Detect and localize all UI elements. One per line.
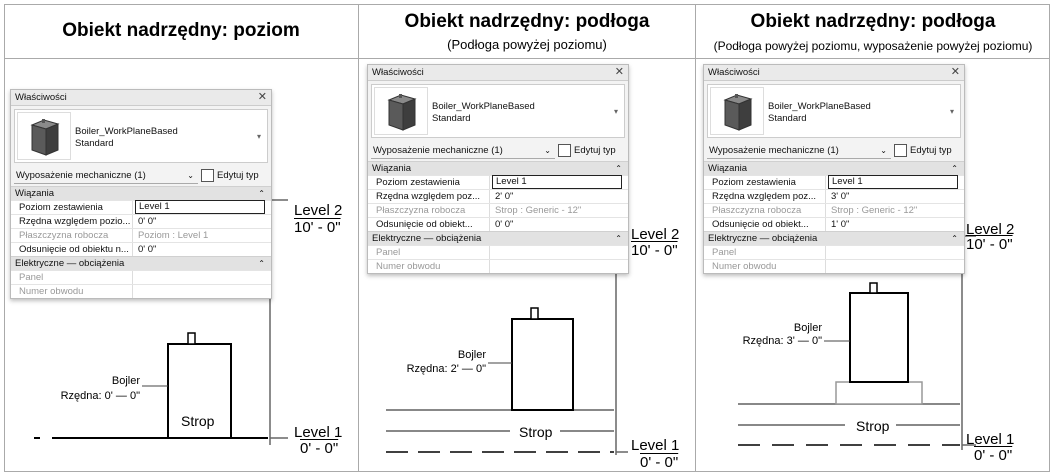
boiler-thumbnail [374,87,428,135]
type-value: Standard [432,113,471,124]
boiler-3d-icon [375,88,427,134]
type-selector[interactable] [707,84,961,138]
group-label: Elektryczne — obciążenia [708,233,818,244]
property-row[interactable] [368,203,628,217]
column-divider [489,204,490,217]
group-label: Wiązania [372,163,412,174]
family-name: Boiler_WorkPlaneBased [75,126,178,137]
property-key: Płaszczyzna robocza [376,205,466,216]
boiler-nozzle [870,283,877,293]
group-constraints[interactable] [368,161,628,175]
boiler-thumbnail [17,112,71,160]
property-key: Płaszczyzna robocza [19,230,109,241]
column-divider [132,215,133,228]
category-dropdown-value: Wyposażenie mechaniczne (1) [373,145,503,156]
property-key: Panel [376,247,401,258]
property-key: Numer obwodu [19,286,84,297]
property-row[interactable] [704,217,964,231]
type-name [432,101,535,125]
edit-type-button[interactable] [558,143,616,159]
boiler-label: Bojler [793,322,822,334]
properties-title-bar [368,65,628,81]
property-row[interactable] [368,217,628,231]
edit-type-button[interactable] [894,143,952,159]
level1-name: Level 1 [966,431,1015,448]
column-title: Obiekt nadrzędny: poziom [62,20,300,41]
property-value[interactable]: Level 1 [492,175,622,189]
collapse-icon[interactable]: ⌃ [615,234,622,243]
category-dropdown[interactable] [707,144,891,159]
constraints-rows [368,175,628,231]
property-row[interactable] [368,259,628,273]
level2-elevation: 10' - 0" [966,236,1013,253]
property-row[interactable] [11,214,271,228]
type-value: Standard [768,113,807,124]
column-divider [825,260,826,273]
family-name: Boiler_WorkPlaneBased [432,101,535,112]
properties-title: Właściwości [15,92,67,103]
properties-title: Właściwości [708,67,760,78]
property-key: Panel [712,247,737,258]
level1-name: Level 1 [294,424,343,441]
property-value[interactable]: 3' 0" [831,191,850,202]
column-divider [132,201,133,214]
properties-title: Właściwości [372,67,424,78]
property-value[interactable]: Strop : Generic - 12" [495,205,582,216]
boiler-elevation-label: Rzędna: 0' — 0" [60,390,140,402]
boiler-elevation-label: Rzędna: 3' — 0" [742,335,822,347]
column-divider [489,246,490,259]
property-value[interactable]: 0' 0" [138,216,157,227]
property-value[interactable]: Level 1 [135,200,265,214]
column-divider [132,271,133,284]
equipment-base [836,382,922,404]
column-divider [132,285,133,298]
properties-panel[interactable] [703,64,965,274]
properties-panel[interactable] [367,64,629,274]
boiler-3d-icon [18,113,70,159]
column-divider [825,246,826,259]
collapse-icon[interactable]: ⌃ [951,164,958,173]
type-selector[interactable] [14,109,268,163]
group-constraints[interactable] [704,161,964,175]
group-label: Wiązania [708,163,748,174]
type-name [75,126,178,150]
type-name [768,101,871,125]
property-value[interactable]: 0' 0" [495,219,514,230]
column-divider [132,229,133,242]
strop-label: Strop [181,413,215,429]
chevron-down-icon: ⌄ [187,171,194,180]
property-key: Rzędna względem pozio... [19,216,131,227]
group-label: Elektryczne — obciążenia [372,233,482,244]
property-row[interactable] [704,175,964,189]
property-row[interactable] [11,284,271,298]
property-key: Poziom zestawienia [19,202,103,213]
electrical-rows [704,245,964,273]
electrical-rows [368,245,628,273]
type-value: Standard [75,138,114,149]
properties-panel[interactable] [10,89,272,299]
boiler-nozzle [188,333,195,344]
boiler-nozzle [531,308,538,319]
edit-type-icon [894,144,907,157]
property-value[interactable]: 1' 0" [831,219,850,230]
level2-elevation: 10' - 0" [631,242,678,259]
column-subtitle: (Podłoga powyżej poziomu) [447,37,607,52]
level2-name: Level 2 [631,226,680,243]
edit-type-button[interactable] [201,168,259,184]
property-row[interactable] [704,203,964,217]
property-row[interactable] [704,189,964,203]
level2-name: Level 2 [966,221,1015,238]
column-divider [825,176,826,189]
chevron-down-icon: ⌄ [880,146,887,155]
strop-label: Strop [519,424,553,440]
boiler-label: Bojler [457,349,486,361]
property-key: Panel [19,272,44,283]
group-electrical[interactable] [704,231,964,245]
property-key: Odsunięcie od obiektu n... [19,244,129,255]
column-divider [825,218,826,231]
properties-title-bar [11,90,271,106]
property-key: Płaszczyzna robocza [712,205,802,216]
family-name: Boiler_WorkPlaneBased [768,101,871,112]
boiler-thumbnail [710,87,764,135]
property-key: Rzędna względem poz... [712,191,817,202]
column-title: Obiekt nadrzędny: podłoga [404,11,650,32]
boiler-shape [850,293,908,382]
edit-type-label: Edytuj typ [217,170,259,181]
instance-filter-row [707,141,961,161]
level2-elevation: 10' - 0" [294,219,341,236]
property-value[interactable]: 0' 0" [138,244,157,255]
category-dropdown[interactable] [14,169,198,184]
chevron-down-icon: ⌄ [544,146,551,155]
property-row[interactable] [11,200,271,214]
edit-type-icon [558,144,571,157]
level1-elevation: 0' - 0" [300,440,339,457]
type-selector[interactable] [371,84,625,138]
strop-label: Strop [856,418,890,434]
close-icon[interactable]: ✕ [257,91,267,103]
column-divider [825,204,826,217]
property-key: Odsunięcie od obiekt... [376,219,473,230]
column-divider [825,190,826,203]
boiler-label: Bojler [111,375,140,387]
property-key: Numer obwodu [376,261,441,272]
collapse-icon[interactable]: ⌃ [951,234,958,243]
column-divider [489,176,490,189]
collapse-icon[interactable]: ⌃ [258,189,265,198]
property-row[interactable] [704,259,964,273]
category-dropdown-value: Wyposażenie mechaniczne (1) [16,170,146,181]
property-value[interactable]: Strop : Generic - 12" [831,205,918,216]
property-value[interactable]: 2' 0" [495,191,514,202]
group-electrical[interactable] [11,256,271,270]
edit-type-icon [201,169,214,182]
property-key: Rzędna względem poz... [376,191,481,202]
column-divider [489,218,490,231]
edit-type-label: Edytuj typ [574,145,616,156]
group-constraints[interactable] [11,186,271,200]
edit-type-label: Edytuj typ [910,145,952,156]
property-key: Poziom zestawienia [376,177,460,188]
column-divider [132,243,133,256]
constraints-rows [11,200,271,256]
category-dropdown[interactable] [371,144,555,159]
properties-title-bar [704,65,964,81]
instance-filter-row [371,141,625,161]
close-icon[interactable]: ✕ [950,66,960,78]
chevron-down-icon[interactable]: ▾ [613,107,618,116]
instance-filter-row [14,166,268,186]
property-value[interactable]: Level 1 [828,175,958,189]
level1-elevation: 0' - 0" [640,454,679,471]
boiler-elevation-label: Rzędna: 2' — 0" [406,363,486,375]
property-row[interactable] [704,245,964,259]
level1-elevation: 0' - 0" [974,447,1013,464]
boiler-3d-icon [711,88,763,134]
chevron-down-icon[interactable]: ▾ [256,132,261,141]
property-row[interactable] [368,189,628,203]
property-row[interactable] [11,270,271,284]
category-dropdown-value: Wyposażenie mechaniczne (1) [709,145,839,156]
electrical-rows [11,270,271,298]
level1-name: Level 1 [631,437,680,454]
property-key: Odsunięcie od obiekt... [712,219,809,230]
collapse-icon[interactable]: ⌃ [258,259,265,268]
column-divider [489,260,490,273]
group-label: Elektryczne — obciążenia [15,258,125,269]
collapse-icon[interactable]: ⌃ [615,164,622,173]
close-icon[interactable]: ✕ [614,66,624,78]
column-divider [489,190,490,203]
group-label: Wiązania [15,188,55,199]
column-subtitle: (Podłoga powyżej poziomu, wyposażenie powyżej poziomu) [713,39,1033,53]
property-key: Poziom zestawienia [712,177,796,188]
property-row[interactable] [368,175,628,189]
property-row[interactable] [11,242,271,256]
chevron-down-icon[interactable]: ▾ [949,107,954,116]
level2-name: Level 2 [294,202,343,219]
property-value[interactable]: Poziom : Level 1 [138,230,209,241]
boiler-shape [512,319,573,410]
group-electrical[interactable] [368,231,628,245]
constraints-rows [704,175,964,231]
property-row[interactable] [11,228,271,242]
property-row[interactable] [368,245,628,259]
column-title: Obiekt nadrzędny: podłoga [750,11,996,32]
property-key: Numer obwodu [712,261,777,272]
